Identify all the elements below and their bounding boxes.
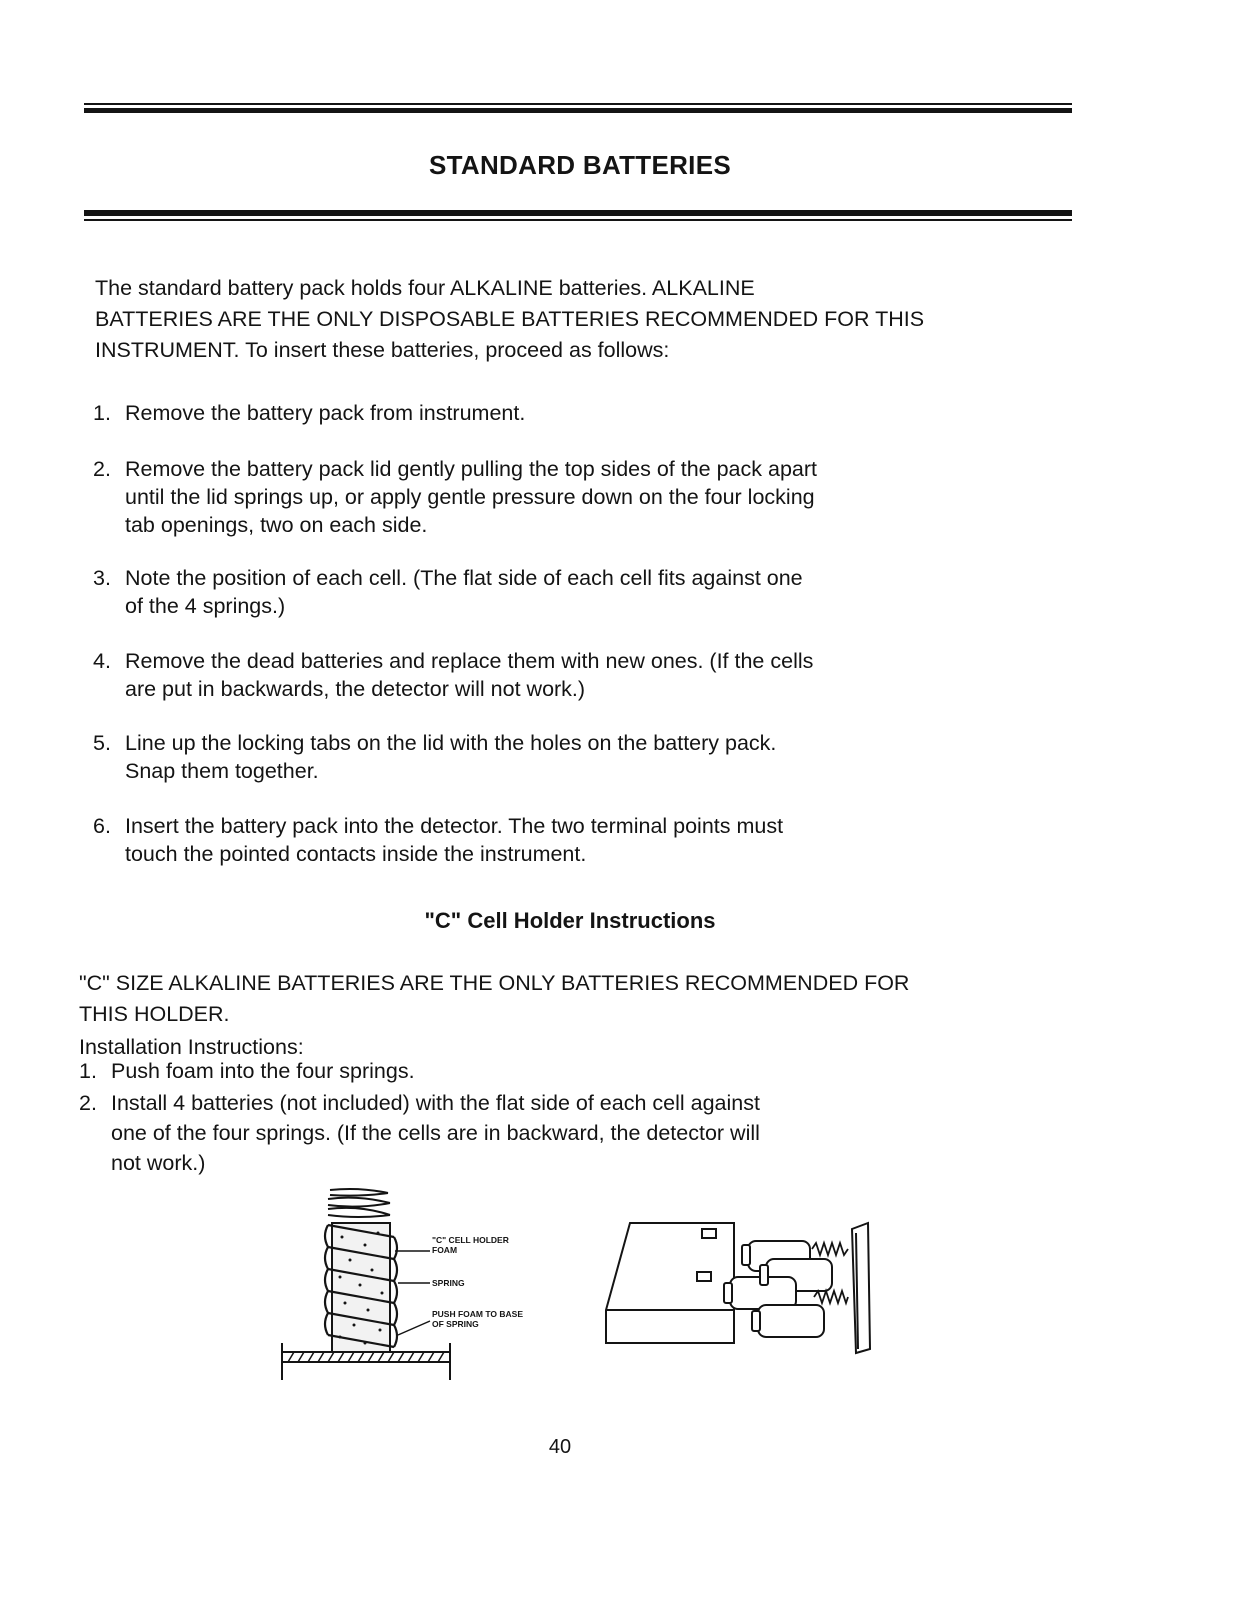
c-cells	[724, 1241, 832, 1337]
page-title: STANDARD BATTERIES	[429, 150, 731, 180]
page-number: 40	[548, 1436, 572, 1458]
step-number: 2.	[79, 1091, 97, 1115]
step-line: not work.)	[111, 1151, 206, 1175]
step-1	[93, 399, 525, 427]
title-rule-thin	[84, 219, 1072, 221]
step-line: Remove the dead batteries and replace them with new ones. (If the cells	[125, 649, 814, 673]
label-base-spring: OF SPRING	[432, 1319, 479, 1329]
install-step-1	[79, 1056, 415, 1086]
intro-line: The standard battery pack holds four ALKALINE batteries. ALKALINE	[95, 276, 755, 300]
step-number: 6.	[93, 814, 111, 838]
step-line: Push foam into the four springs.	[111, 1059, 415, 1083]
step-2	[93, 455, 817, 539]
warning-line: "C" SIZE ALKALINE BATTERIES ARE THE ONLY BATTERIES RECOMMENDED FOR	[79, 971, 910, 995]
intro-line: INSTRUMENT. To insert these batteries, proceed as follows:	[95, 338, 670, 362]
step-number: 5.	[93, 731, 111, 755]
installation-label: Installation Instructions:	[79, 1035, 304, 1059]
intro-line: BATTERIES ARE THE ONLY DISPOSABLE BATTERIES RECOMMENDED FOR THIS	[95, 307, 925, 331]
spring-foam-diagram	[270, 1185, 560, 1395]
intro-paragraph	[95, 273, 1095, 366]
install-step-2	[79, 1088, 760, 1178]
label-holder-foam: "C" CELL HOLDER	[432, 1235, 509, 1245]
step-number: 2.	[93, 457, 111, 481]
step-number: 3.	[93, 566, 111, 590]
top-rule-thin	[84, 103, 1072, 105]
step-line: one of the four springs. (If the cells are in backward, the detector will	[111, 1121, 760, 1145]
label-foam: FOAM	[432, 1245, 458, 1255]
step-line: touch the pointed contacts inside the instrument.	[125, 842, 587, 866]
title-rule-thick	[84, 210, 1072, 216]
step-line: Line up the locking tabs on the lid with the holes on the battery pack.	[125, 731, 777, 755]
step-3	[93, 564, 803, 620]
step-5	[93, 729, 776, 785]
section-subtitle: "C" Cell Holder Instructions	[424, 908, 716, 933]
step-line: Remove the battery pack lid gently pulling the top sides of the pack apart	[125, 457, 817, 481]
label-push-foam: PUSH FOAM TO BASE	[432, 1309, 523, 1319]
pack-base	[852, 1223, 870, 1353]
step-number: 1.	[79, 1059, 97, 1083]
spring-top-coils	[328, 1189, 390, 1217]
step-number: 1.	[93, 401, 111, 425]
label-spring: SPRING	[432, 1278, 465, 1288]
leader-lines	[395, 1251, 430, 1335]
battery-pack-diagram	[600, 1215, 885, 1360]
step-line: tab openings, two on each side.	[125, 513, 428, 537]
warning-line: THIS HOLDER.	[79, 1002, 230, 1026]
step-number: 4.	[93, 649, 111, 673]
step-line: Snap them together.	[125, 759, 319, 783]
step-line: Insert the battery pack into the detector. The two terminal points must	[125, 814, 784, 838]
step-line: Remove the battery pack from instrument.	[125, 401, 526, 425]
step-6	[93, 812, 783, 868]
step-4	[93, 647, 813, 703]
step-line: until the lid springs up, or apply gentle pressure down on the four locking	[125, 485, 815, 509]
step-line: Install 4 batteries (not included) with the flat side of each cell against	[111, 1091, 760, 1115]
top-rule-thick	[84, 108, 1072, 113]
battery-pack-lid	[606, 1223, 734, 1343]
step-line: are put in backwards, the detector will not work.)	[125, 677, 586, 701]
step-line: of the 4 springs.)	[125, 594, 286, 618]
holder-warning	[79, 968, 1079, 1030]
base-plate	[282, 1352, 450, 1362]
foam-body	[332, 1223, 390, 1353]
step-line: Note the position of each cell. (The flat side of each cell fits against one	[125, 566, 803, 590]
